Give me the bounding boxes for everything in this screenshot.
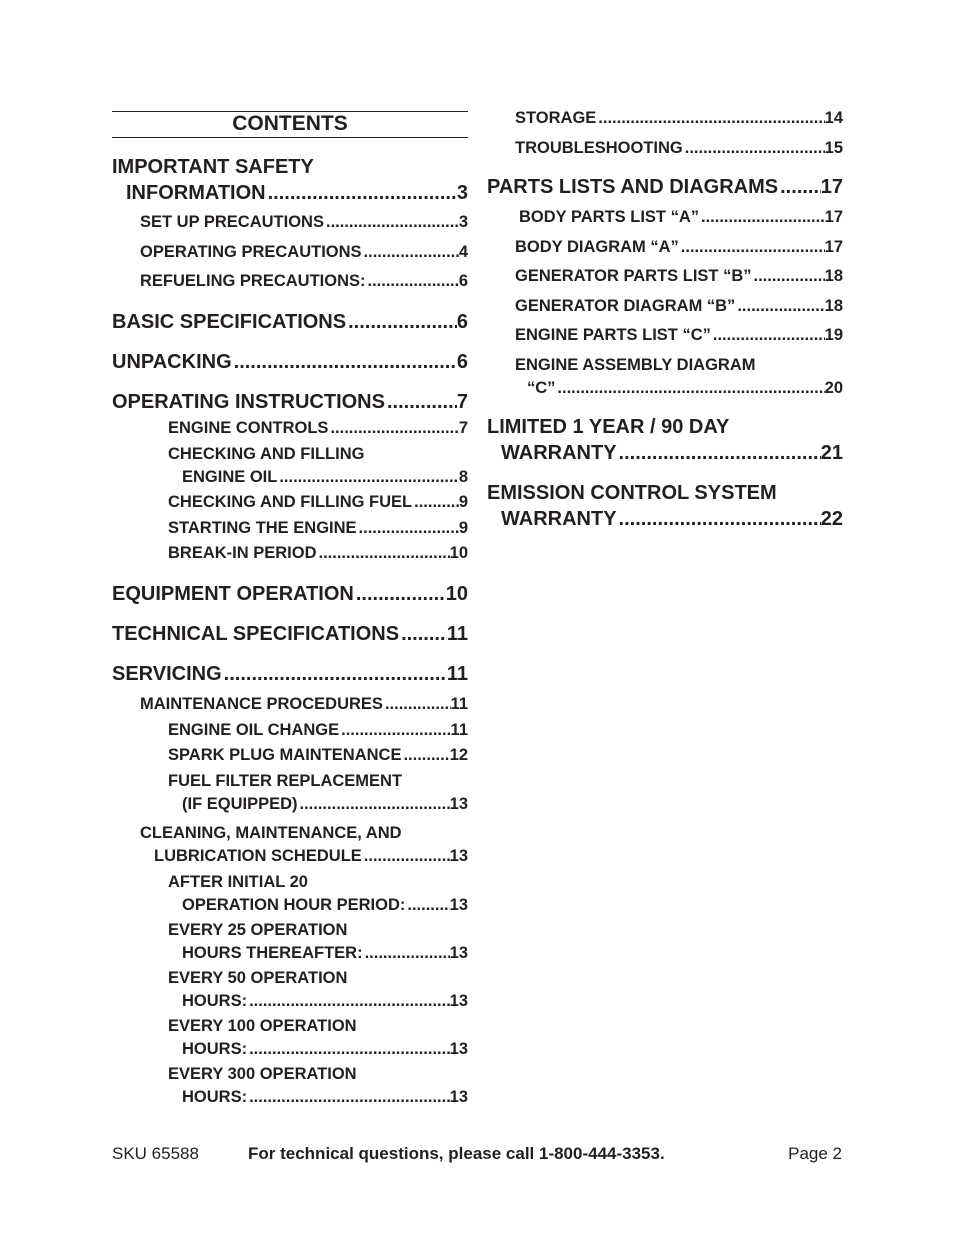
toc-entry-title: GENERATOR DIAGRAM “B” — [515, 297, 736, 315]
toc-entry-title-line: IMPORTANT SAFETY — [112, 156, 314, 178]
toc-entry — [112, 309, 468, 335]
dot-leader — [247, 990, 450, 1013]
toc-entry-title-line: FUEL FILTER REPLACEMENT — [168, 772, 403, 790]
toc-entry — [112, 270, 468, 293]
toc-entry-title: PARTS LISTS AND DIAGRAMS — [487, 176, 779, 198]
toc-entry-page: 13 — [449, 1087, 468, 1106]
toc-entry-page: 7 — [458, 419, 468, 437]
toc-entry-title: TECHNICAL SPECIFICATIONS — [112, 623, 400, 645]
toc-entry — [112, 491, 468, 514]
toc-entry-line — [487, 107, 843, 130]
toc-entry-title-line: EVERY 100 OPERATION — [168, 1017, 357, 1035]
toc-entry-line — [112, 389, 468, 415]
toc-entry-title: SERVICING — [112, 663, 222, 685]
dot-leader — [405, 894, 449, 917]
dot-leader — [363, 942, 450, 965]
toc-entry — [487, 174, 843, 200]
toc-entry — [112, 542, 468, 565]
contents-title: CONTENTS — [112, 111, 468, 138]
toc-entry — [487, 265, 843, 288]
toc-entry-line — [487, 377, 843, 400]
dot-leader — [385, 389, 457, 415]
toc-entry — [112, 719, 468, 742]
toc-entry-line — [487, 440, 843, 466]
toc-entry-title-line: AFTER INITIAL 20 — [168, 873, 308, 891]
toc-entry-title: ENGINE CONTROLS — [168, 419, 329, 437]
toc-entry-line — [112, 942, 468, 965]
toc-entry-page: 22 — [820, 508, 843, 530]
toc-entry-title: HOURS: — [182, 1039, 248, 1058]
dot-leader — [679, 236, 825, 259]
toc-entry-page: 18 — [824, 267, 843, 285]
toc-entry-title: WARRANTY — [501, 442, 617, 464]
toc-entry-page: 13 — [449, 943, 468, 962]
toc-entry-page: 9 — [458, 519, 468, 537]
toc-entry-line — [487, 506, 843, 532]
toc-entry-title: EQUIPMENT OPERATION — [112, 583, 354, 605]
toc-entry-line — [112, 744, 468, 767]
toc-entry — [112, 661, 468, 687]
toc-entry-page: 21 — [820, 442, 843, 464]
dot-leader — [354, 581, 446, 607]
toc-entry-title: OPERATION HOUR PERIOD: — [182, 895, 406, 914]
toc-entry — [487, 324, 843, 347]
dot-leader — [317, 542, 450, 565]
dot-leader — [247, 1038, 450, 1061]
dot-leader — [778, 174, 821, 200]
toc-entry-page: 19 — [824, 326, 843, 344]
dot-leader — [383, 693, 451, 716]
toc-entry-line — [112, 793, 468, 816]
toc-entry-page: 11 — [446, 623, 468, 645]
toc-entry-page: 14 — [824, 109, 843, 127]
dot-leader — [399, 621, 447, 647]
toc-entry-title-line: ENGINE ASSEMBLY DIAGRAM — [515, 356, 756, 374]
toc-entry-page: 17 — [820, 176, 843, 198]
toc-entry — [487, 236, 843, 259]
toc-entry — [112, 770, 468, 815]
toc-entry — [112, 1063, 468, 1108]
toc-entry — [112, 581, 468, 607]
toc-entry-line — [112, 241, 468, 264]
toc-entry-line — [112, 581, 468, 607]
dot-leader — [617, 440, 821, 466]
toc-entry-line — [112, 894, 468, 917]
toc-entry-page: 6 — [458, 272, 468, 290]
dot-leader — [752, 265, 825, 288]
dot-leader — [735, 295, 824, 318]
toc-entry-title: SPARK PLUG MAINTENANCE — [168, 746, 402, 764]
toc-entry-title: STARTING THE ENGINE — [168, 519, 357, 537]
toc-entry-title: SET UP PRECAUTIONS — [140, 213, 324, 231]
dot-leader — [247, 1086, 450, 1109]
toc-entry — [487, 107, 843, 130]
toc-entry — [487, 206, 843, 229]
toc-entry-title: LUBRICATION SCHEDULE — [154, 846, 362, 865]
toc-entry-page: 8 — [458, 467, 468, 486]
toc-entry — [487, 414, 843, 466]
toc-entry — [112, 417, 468, 440]
toc-entry-page: 7 — [456, 391, 468, 413]
toc-entry-title: BASIC SPECIFICATIONS — [112, 311, 347, 333]
toc-entry-title: OPERATING INSTRUCTIONS — [112, 391, 385, 413]
toc-entry-page: 13 — [449, 895, 468, 914]
toc-entry-title: INFORMATION — [126, 182, 266, 204]
dot-leader — [324, 211, 459, 234]
dot-leader — [362, 241, 459, 264]
toc-entry-title-line: CLEANING, MAINTENANCE, AND — [140, 824, 402, 842]
dot-leader — [298, 793, 450, 816]
toc-entry-title: ENGINE OIL CHANGE — [168, 721, 340, 739]
toc-entry-page: 13 — [449, 846, 468, 865]
toc-entry — [112, 744, 468, 767]
dot-leader — [617, 506, 821, 532]
toc-entry-title: TROUBLESHOOTING — [515, 139, 683, 157]
toc-entry — [112, 211, 468, 234]
toc-entry-title: BODY PARTS LIST “A” — [519, 208, 699, 226]
dot-leader — [366, 270, 459, 293]
toc-entry-title: BREAK-IN PERIOD — [168, 544, 317, 562]
toc-entry — [112, 517, 468, 540]
toc-entry-title: HOURS: — [182, 1087, 248, 1106]
toc-entry-title: ENGINE PARTS LIST “C” — [515, 326, 711, 344]
dot-leader — [596, 107, 824, 130]
toc-entry-title: UNPACKING — [112, 351, 232, 373]
toc-entry-page: 6 — [456, 311, 468, 333]
toc-entry-page: 10 — [449, 544, 468, 562]
toc-entry-page: 13 — [449, 991, 468, 1010]
toc-entry — [487, 295, 843, 318]
toc-entry-title: HOURS THEREAFTER: — [182, 943, 363, 962]
toc-entry-title-line: LIMITED 1 YEAR / 90 DAY — [487, 416, 730, 438]
dot-leader — [683, 137, 825, 160]
toc-entry-title-line: EVERY 50 OPERATION — [168, 969, 348, 987]
toc-entry-line — [487, 236, 843, 259]
toc-entry-page: 11 — [450, 695, 468, 713]
technical-help-line: For technical questions, please call 1-800-444-3353. — [248, 1144, 665, 1163]
dot-leader — [362, 845, 450, 868]
toc-entry — [112, 349, 468, 375]
toc-entry-page: 12 — [449, 746, 468, 764]
dot-leader — [328, 417, 458, 440]
dot-leader — [555, 377, 824, 400]
toc-entry-line — [112, 990, 468, 1013]
toc-entry-page: 4 — [458, 243, 468, 261]
toc-entry-page: 13 — [449, 794, 468, 813]
toc-entry-line — [112, 1086, 468, 1109]
toc-entry-page: 17 — [824, 238, 843, 256]
toc-entry-page: 13 — [449, 1039, 468, 1058]
toc-entry-title: STORAGE — [515, 109, 597, 127]
toc-entry-title: REFUELING PRECAUTIONS: — [140, 272, 366, 290]
toc-entry — [112, 919, 468, 964]
toc-entry — [112, 154, 468, 206]
toc-entry-line — [487, 174, 843, 200]
toc-entry-line — [112, 1038, 468, 1061]
toc-entry-page: 20 — [824, 378, 843, 397]
toc-entry-page: 15 — [824, 139, 843, 157]
toc-entry-title: (IF EQUIPPED) — [182, 794, 298, 813]
toc-entry-title: MAINTENANCE PROCEDURES — [140, 695, 383, 713]
toc-entry-title: ENGINE OIL — [182, 467, 278, 486]
toc-entry — [487, 480, 843, 532]
toc-entry — [112, 822, 468, 867]
dot-leader — [277, 466, 458, 489]
toc-entry-page: 17 — [824, 208, 843, 226]
toc-entry-title: “C” — [527, 378, 556, 397]
toc-entry-line — [112, 349, 468, 375]
sku-label: SKU 65588 — [112, 1144, 199, 1163]
toc-entry-line — [112, 466, 468, 489]
dot-leader — [346, 309, 457, 335]
toc-entry-line — [112, 417, 468, 440]
toc-entry-line — [112, 270, 468, 293]
toc-entry-line — [487, 206, 843, 229]
toc-entry-title: WARRANTY — [501, 508, 617, 530]
dot-leader — [412, 491, 459, 514]
toc-entry — [112, 443, 468, 488]
toc-entry-title: BODY DIAGRAM “A” — [515, 238, 679, 256]
toc-entry-title: CHECKING AND FILLING FUEL — [168, 493, 413, 511]
toc-entry-title-line: EVERY 300 OPERATION — [168, 1065, 357, 1083]
toc-entry-line — [487, 324, 843, 347]
toc-entry-line — [112, 693, 468, 716]
toc-entry-line — [112, 309, 468, 335]
toc-entry-page: 3 — [458, 213, 468, 231]
page-footer — [112, 1143, 842, 1165]
toc-entry-title: OPERATING PRECAUTIONS — [140, 243, 362, 261]
toc-entry-title-line: EVERY 25 OPERATION — [168, 921, 348, 939]
dot-leader — [222, 661, 447, 687]
toc-entry-line — [112, 180, 468, 206]
toc-entry — [112, 241, 468, 264]
dot-leader — [232, 349, 457, 375]
dot-leader — [266, 180, 457, 206]
toc-entry — [487, 354, 843, 399]
toc-entry-line — [112, 621, 468, 647]
toc-entry-line — [112, 517, 468, 540]
page-number: Page 2 — [788, 1144, 842, 1163]
toc-entry-page: 11 — [446, 663, 468, 685]
toc-entry-line — [112, 211, 468, 234]
toc-entry — [112, 693, 468, 716]
toc-entry-page: 18 — [824, 297, 843, 315]
toc-entry-title: HOURS: — [182, 991, 248, 1010]
toc-entry — [112, 621, 468, 647]
toc-entry-title-line: EMISSION CONTROL SYSTEM — [487, 482, 777, 504]
toc-entry — [112, 967, 468, 1012]
toc-entry-line — [487, 137, 843, 160]
toc-entry-title: GENERATOR PARTS LIST “B” — [515, 267, 752, 285]
dot-leader — [339, 719, 450, 742]
dot-leader — [357, 517, 459, 540]
toc-entry — [112, 389, 468, 415]
toc-entry-line — [112, 845, 468, 868]
toc-entry — [112, 1015, 468, 1060]
toc-entry — [487, 137, 843, 160]
toc-entry-page: 11 — [450, 721, 468, 739]
toc-entry — [112, 871, 468, 916]
toc-entry-line — [112, 719, 468, 742]
toc-entry-line — [112, 542, 468, 565]
toc-entry-line — [487, 265, 843, 288]
toc-entry-line — [487, 295, 843, 318]
dot-leader — [401, 744, 449, 767]
toc-entry-line — [112, 491, 468, 514]
toc-entry-line — [112, 661, 468, 687]
dot-leader — [699, 206, 825, 229]
dot-leader — [711, 324, 825, 347]
toc-entry-title-line: CHECKING AND FILLING — [168, 445, 365, 463]
toc-entry-page: 9 — [458, 493, 468, 511]
toc-entry-page: 10 — [445, 583, 468, 605]
toc-entry-page: 3 — [456, 182, 468, 204]
toc-entry-page: 6 — [456, 351, 468, 373]
